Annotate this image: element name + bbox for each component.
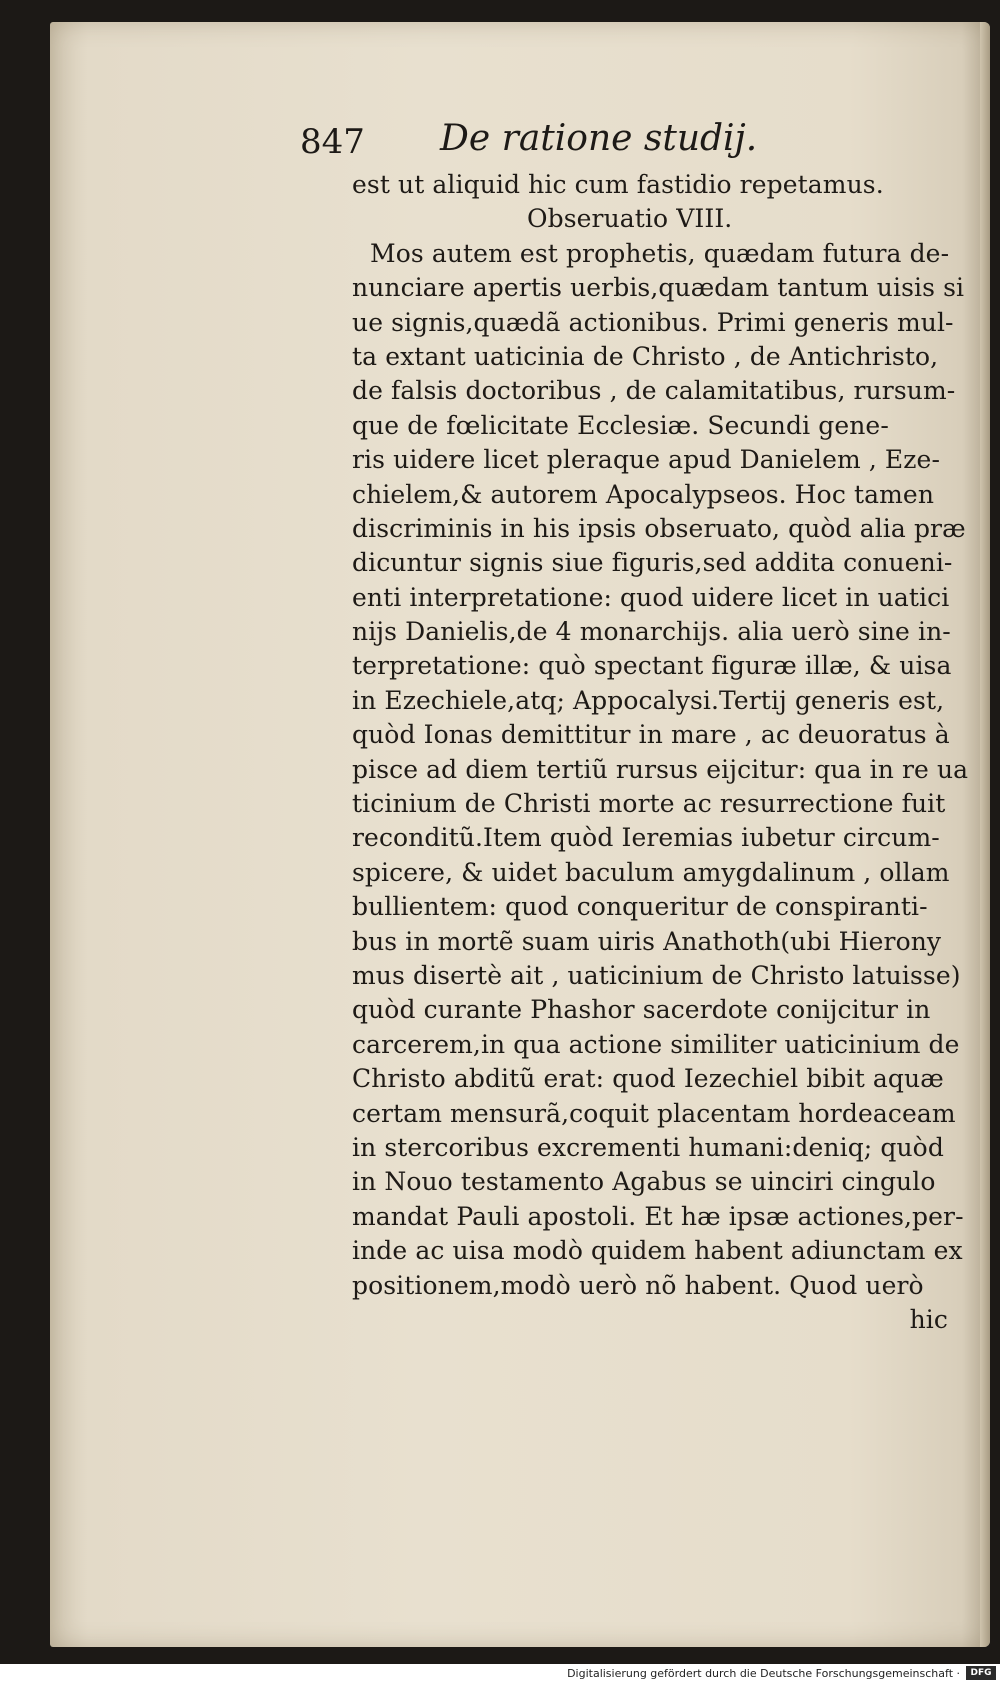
catchword: hic: [909, 1304, 948, 1334]
text-line: que de fœlicitate Ecclesiæ. Secundi gene-: [352, 410, 889, 440]
text-line: nijs Danielis,de 4 monarchijs. alia uerò sine in-: [352, 617, 951, 647]
text-line: reconditũ.Item quòd Ieremias iubetur circum-: [352, 823, 940, 853]
text-line: chielem,& autorem Apocalypseos. Hoc tamen: [352, 479, 935, 509]
text-line: positionem,modò uerò nõ habent. Quod uerò: [352, 1270, 924, 1300]
footer-bar: [0, 1664, 1000, 1684]
text-line: dicuntur signis siue figuris,sed addita conueni-: [352, 548, 953, 578]
text-line: ue signis,quædã actionibus. Primi generis mul-: [352, 307, 954, 337]
page-header: [300, 108, 820, 168]
text-line: ticinium de Christi morte ac resurrectione fuit: [352, 789, 946, 819]
text-line: spicere, & uidet baculum amygdalinum , ollam: [352, 857, 950, 887]
text-line: ris uidere licet pleraque apud Danielem , Eze-: [352, 445, 940, 475]
text-line: Mos autem est prophetis, quædam futura de-: [370, 238, 950, 268]
text-line: in Ezechiele,atq; Appocalysi.Tertij generis est,: [352, 685, 945, 715]
funding-notice: Digitalisierung gefördert durch die Deutsche Forschungsgemeinschaft ·: [567, 1667, 960, 1680]
text-line: pisce ad diem tertiũ rursus eijcitur: qua in re ua: [352, 754, 969, 784]
text-line: Christo abditũ erat: quod Iezechiel bibit aquæ: [352, 1064, 944, 1094]
text-line: nunciare apertis uerbis,quædam tantum uisis si: [352, 273, 965, 303]
text-line: quòd curante Phashor sacerdote conijcitur in: [352, 995, 931, 1025]
text-line: in stercoribus excrementi humani:deniq; quòd: [352, 1132, 944, 1162]
text-line: mandat Pauli apostoli. Et hæ ipsæ actiones,per-: [352, 1201, 964, 1231]
dfg-logo: DFG: [966, 1666, 996, 1680]
main-text-block: [352, 168, 976, 1337]
text-line: quòd Ionas demittitur in mare , ac deuoratus à: [352, 720, 950, 750]
text-line: discriminis in his ipsis obseruato, quòd alia præ: [352, 513, 966, 543]
text-line: carcerem,in qua actione similiter uaticinium de: [352, 1029, 960, 1059]
text-line: enti interpretatione: quod uidere licet in uatici: [352, 582, 950, 612]
text-line: est ut aliquid hic cum fastidio repetamus.: [352, 170, 884, 199]
text-line: in Nouo testamento Agabus se uinciri cingulo: [352, 1167, 936, 1197]
text-line: ta extant uaticinia de Christo , de Antichristo,: [352, 341, 939, 371]
section-heading: Obseruatio VIII.: [527, 204, 733, 234]
text-line: bus in mortẽ suam uiris Anathoth(ubi Hierony: [352, 926, 942, 956]
text-line: certam mensurã,coquit placentam hordeaceam: [352, 1098, 956, 1128]
page-number: 847: [300, 122, 365, 162]
text-line: mus disertè ait , uaticinium de Christo latuisse): [352, 960, 961, 990]
page-edge: [980, 22, 990, 1647]
text-line: bullientem: quod conqueritur de conspiranti-: [352, 892, 928, 922]
text-line: inde ac uisa modò quidem habent adiunctam ex: [352, 1236, 963, 1266]
running-title: De ratione studij.: [440, 118, 758, 159]
text-line: terpretatione: quò spectant figuræ illæ, & uisa: [352, 651, 952, 681]
text-line: de falsis doctoribus , de calamitatibus, rursum-: [352, 376, 956, 406]
